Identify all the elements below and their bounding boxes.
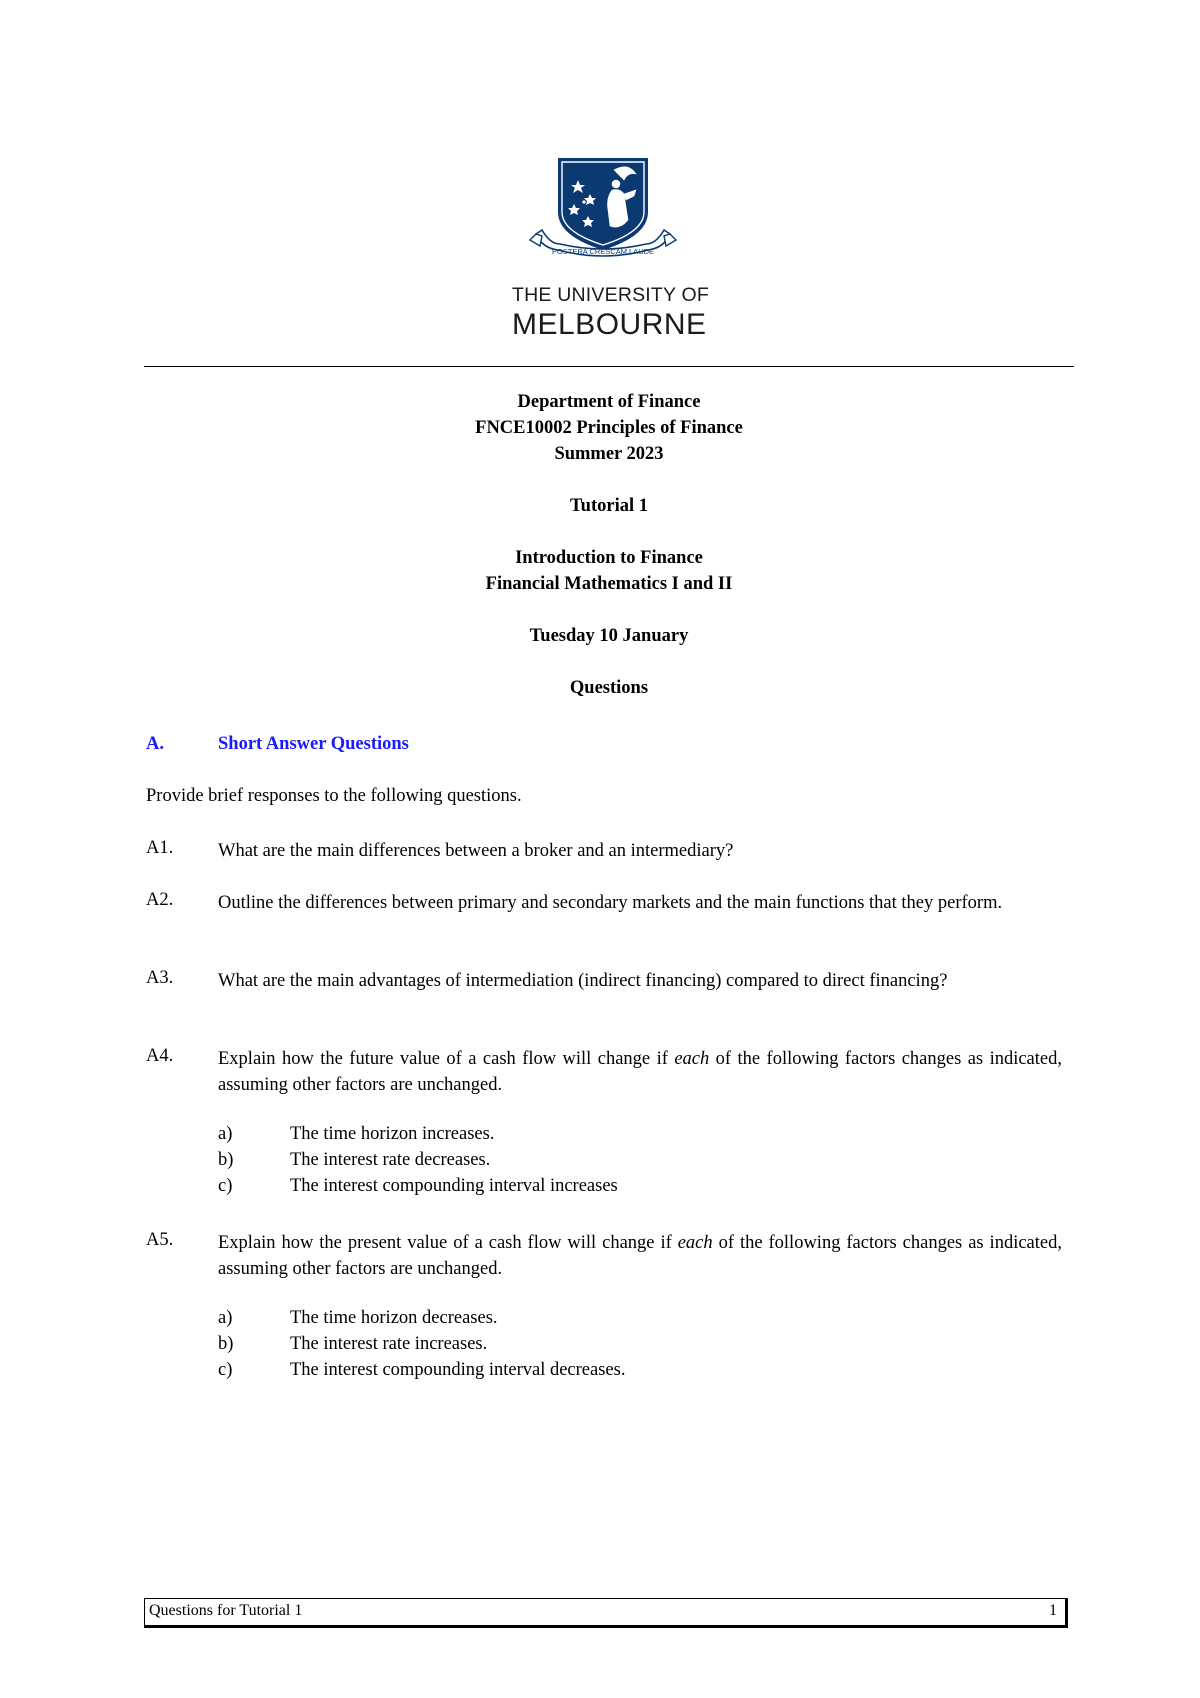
question-a5-item-c-text: The interest compounding interval decreases. [290,1360,626,1380]
subject-title: FNCE10002 Principles of Finance [475,418,743,438]
question-a4-text [218,1046,1062,1098]
question-a4-item-a-text: The time horizon increases. [290,1124,495,1144]
question-a2-number: A2. [146,890,174,910]
questions-label: Questions [569,678,649,698]
logo-melbourne: MELBOURNE [512,308,707,341]
question-a1-number: A1. [146,838,174,858]
date-title: Tuesday 10 January [529,626,689,646]
section-number: A. [146,734,164,754]
question-a5-emphasis: each [677,1233,713,1253]
footer-label: Questions for Tutorial 1 [149,1602,303,1619]
question-a5-text-post: of the following factors changes as indicated, assuming other factors are unchanged. [218,1233,1062,1279]
question-a3-text: What are the main advantages of intermediation (indirect financing) compared to direct financing? [218,971,948,991]
question-a4-emphasis: each [674,1049,710,1069]
question-a5-item-b-text: The interest rate increases. [290,1334,488,1354]
question-a4-text-pre: Explain how the future value of a cash flow will change if [218,1049,675,1069]
question-a4-item-c-text: The interest compounding interval increases [290,1176,618,1196]
topic-title-1: Introduction to Finance [515,548,703,568]
question-a4-item-b-letter: b) [218,1150,234,1170]
question-a5-item-a-letter: a) [218,1308,233,1328]
tutorial-title: Tutorial 1 [570,496,648,516]
section-title: Short Answer Questions [218,734,409,754]
page-number: 1 [1049,1602,1057,1619]
university-logo [490,150,710,350]
question-a5-text [218,1230,1062,1282]
question-a5-item-a-text: The time horizon decreases. [290,1308,498,1328]
header-rule [144,366,1074,367]
question-a4-text-post: of the following factors changes as indicated, assuming other factors are unchanged. [218,1049,1062,1095]
university-crest-icon [528,150,678,274]
question-a5-item-c-letter: c) [218,1360,233,1380]
question-a2-text: Outline the differences between primary and secondary markets and the main functions that they perform. [218,893,1003,913]
question-a5-item-b-letter: b) [218,1334,234,1354]
section-intro: Provide brief responses to the following questions. [146,786,522,806]
department-title: Department of Finance [517,392,701,412]
crest-motto: POSTERA CRESCAM LAUDE [551,247,655,256]
question-a4-item-c-letter: c) [218,1176,233,1196]
question-a5-number: A5. [146,1230,174,1250]
question-a4-item-a-letter: a) [218,1124,233,1144]
topic-title-2: Financial Mathematics I and II [485,574,733,594]
question-a4-number: A4. [146,1046,174,1066]
logo-university-of: THE UNIVERSITY OF [512,284,709,306]
question-a3-number: A3. [146,968,174,988]
question-a4-item-b-text: The interest rate decreases. [290,1150,491,1170]
question-a1-text: What are the main differences between a broker and an intermediary? [218,841,734,861]
term-title: Summer 2023 [554,444,664,464]
question-a5-text-pre: Explain how the present value of a cash flow will change if [218,1233,678,1253]
page-footer [144,1598,1068,1628]
